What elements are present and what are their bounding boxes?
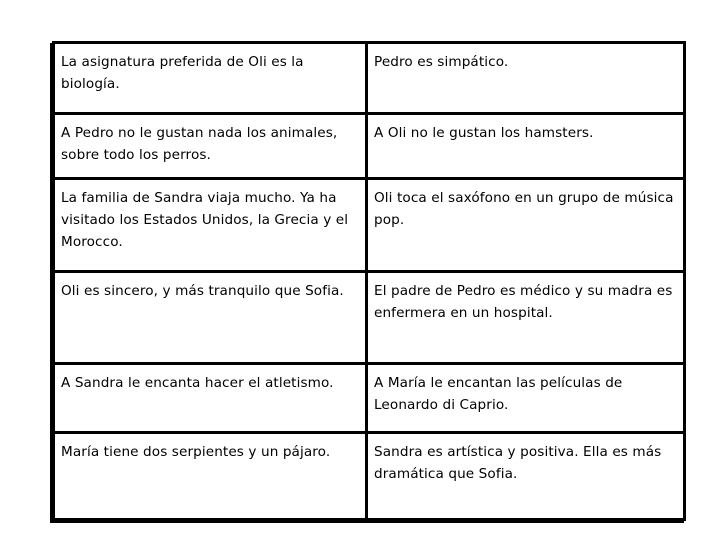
card-cell: A Oli no le gustan los hamsters. bbox=[368, 115, 683, 180]
card-cell: María tiene dos serpientes y un pájaro. bbox=[55, 434, 368, 518]
card-table bbox=[52, 41, 686, 521]
card-cell: La familia de Sandra viaja mucho. Ya ha visitado los Estados Unidos, la Grecia y el Morocco. bbox=[55, 180, 368, 273]
card-cell: La asignatura preferida de Oli es la biología. bbox=[55, 44, 368, 115]
card-cell: A Pedro no le gustan nada los animales, sobre todo los perros. bbox=[55, 115, 368, 180]
card-cell: Oli es sincero, y más tranquilo que Sofia. bbox=[55, 273, 368, 365]
card-cell: Pedro es simpático. bbox=[368, 44, 683, 115]
card-cell: Oli toca el saxófono en un grupo de música pop. bbox=[368, 180, 683, 273]
card-cell: A Sandra le encanta hacer el atletismo. bbox=[55, 365, 368, 434]
card-cell: El padre de Pedro es médico y su madra es enfermera en un hospital. bbox=[368, 273, 683, 365]
card-cell: Sandra es artística y positiva. Ella es más dramática que Sofia. bbox=[374, 444, 662, 482]
card-cell: A María le encantan las películas de Leonardo di Caprio. bbox=[368, 365, 683, 434]
